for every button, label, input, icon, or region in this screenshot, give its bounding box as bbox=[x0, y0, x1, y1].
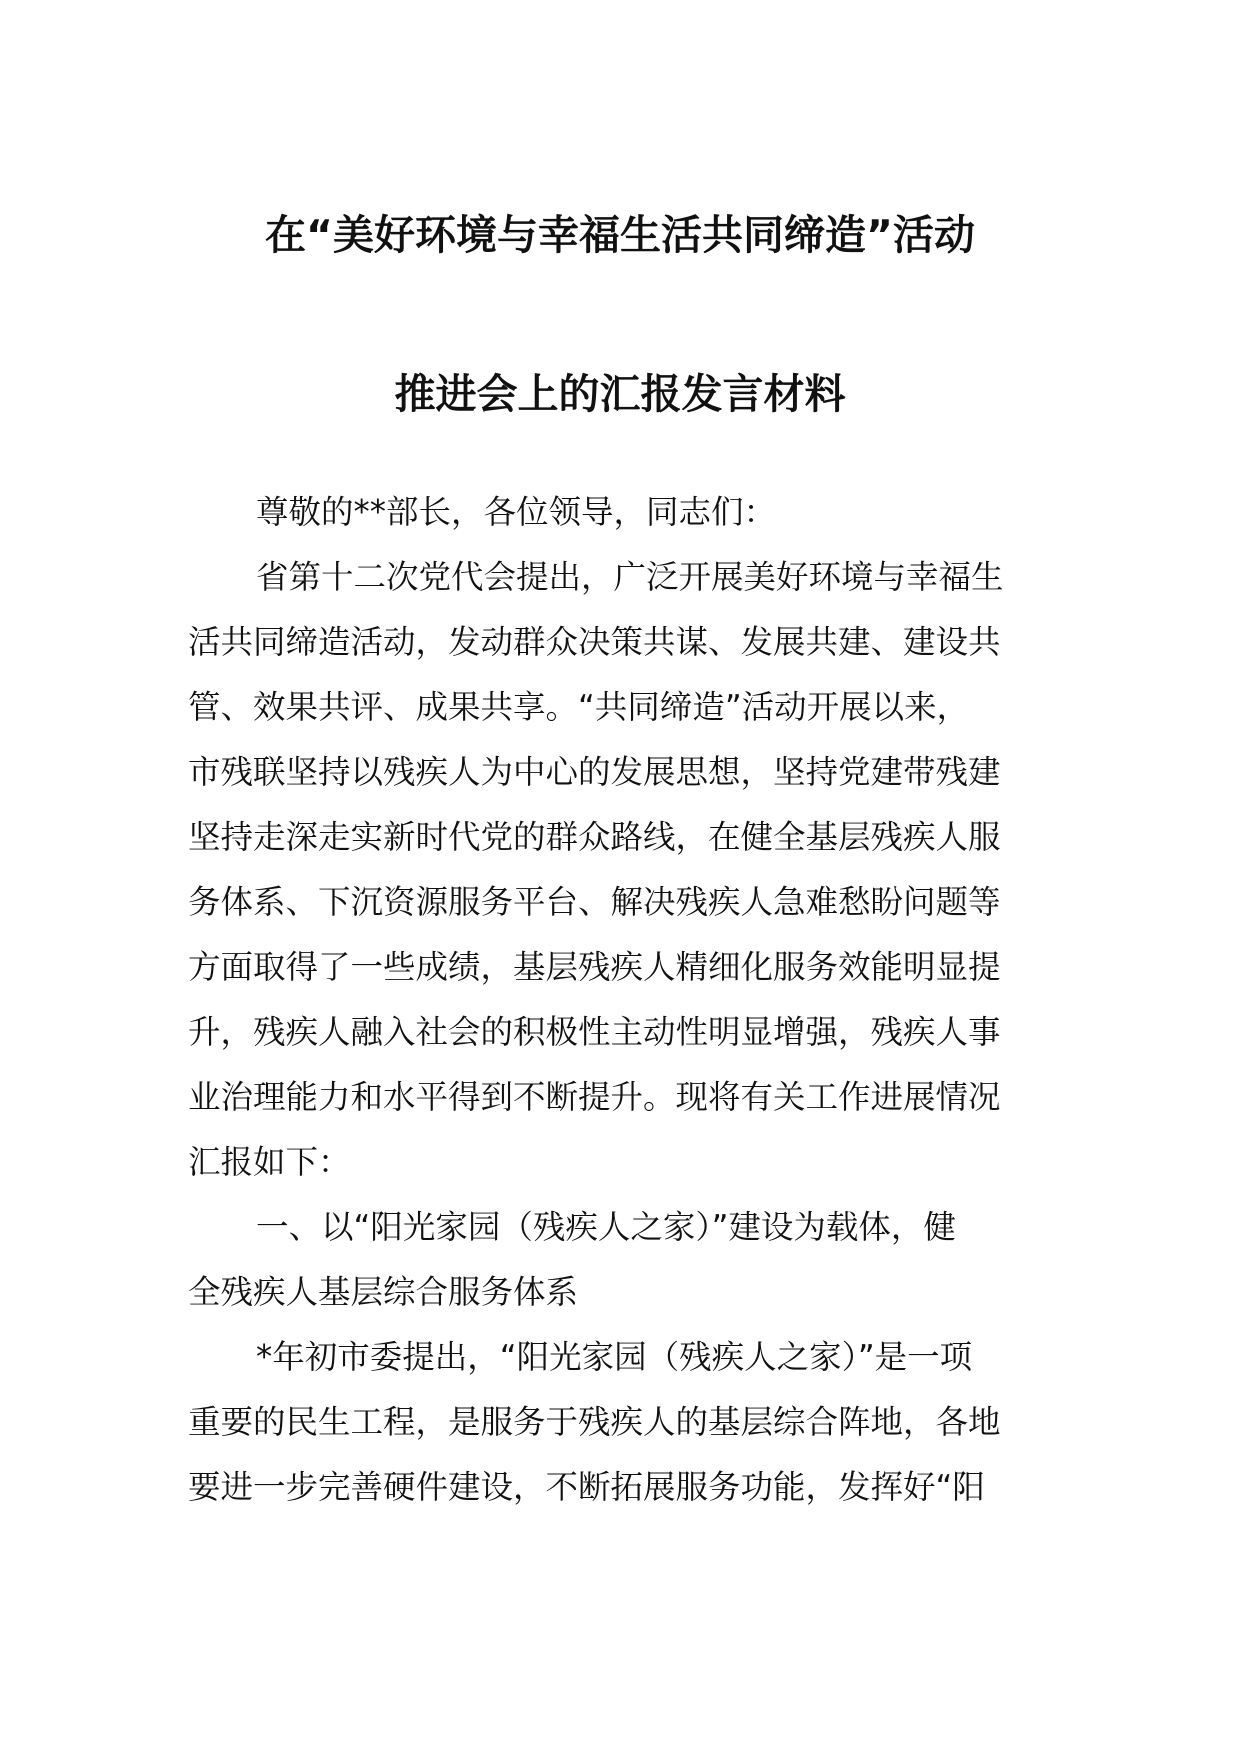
paragraph-2-line-1: *年初市委提出，“阳光家园（残疾人之家）”是一项 bbox=[256, 1338, 973, 1376]
paragraph-1-line-4: 市残联坚持以残疾人为中心的发展思想，坚持党建带残建 bbox=[188, 753, 1001, 791]
paragraph-1-line-5: 坚持走深走实新时代党的群众路线，在健全基层残疾人服 bbox=[188, 818, 1001, 856]
salutation: 尊敬的**部长，各位领导，同志们： bbox=[256, 493, 777, 531]
document-title-line-1: 在“美好环境与幸福生活共同缔造”活动 bbox=[265, 211, 975, 259]
document-title-line-2: 推进会上的汇报发言材料 bbox=[394, 370, 846, 418]
paragraph-1-line-10: 汇报如下： bbox=[188, 1143, 351, 1181]
paragraph-1-line-6: 务体系、下沉资源服务平台、解决残疾人急难愁盼问题等 bbox=[188, 883, 1001, 921]
paragraph-2-line-2: 重要的民生工程，是服务于残疾人的基层综合阵地，各地 bbox=[188, 1403, 1001, 1441]
paragraph-1-line-8: 升，残疾人融入社会的积极性主动性明显增强，残疾人事 bbox=[188, 1013, 1001, 1051]
paragraph-1-line-7: 方面取得了一些成绩，基层残疾人精细化服务效能明显提 bbox=[188, 948, 1001, 986]
document-body bbox=[188, 480, 1054, 1520]
paragraph-1-line-1: 省第十二次党代会提出，广泛开展美好环境与幸福生 bbox=[256, 558, 1004, 596]
paragraph-2-line-3: 要进一步完善硬件建设，不断拓展服务功能，发挥好“阳 bbox=[188, 1468, 985, 1506]
paragraph-1-line-9: 业治理能力和水平得到不断提升。现将有关工作进展情况 bbox=[188, 1078, 1001, 1116]
paragraph-1-line-2: 活共同缔造活动，发动群众决策共谋、发展共建、建设共 bbox=[188, 623, 1001, 661]
section-heading-1-line-2: 全残疾人基层综合服务体系 bbox=[188, 1273, 579, 1311]
paragraph-1-line-3: 管、效果共评、成果共享。“共同缔造”活动开展以来， bbox=[188, 688, 970, 726]
section-heading-1-line-1: 一、以“阳光家园（残疾人之家）”建设为载体，健 bbox=[256, 1208, 956, 1246]
